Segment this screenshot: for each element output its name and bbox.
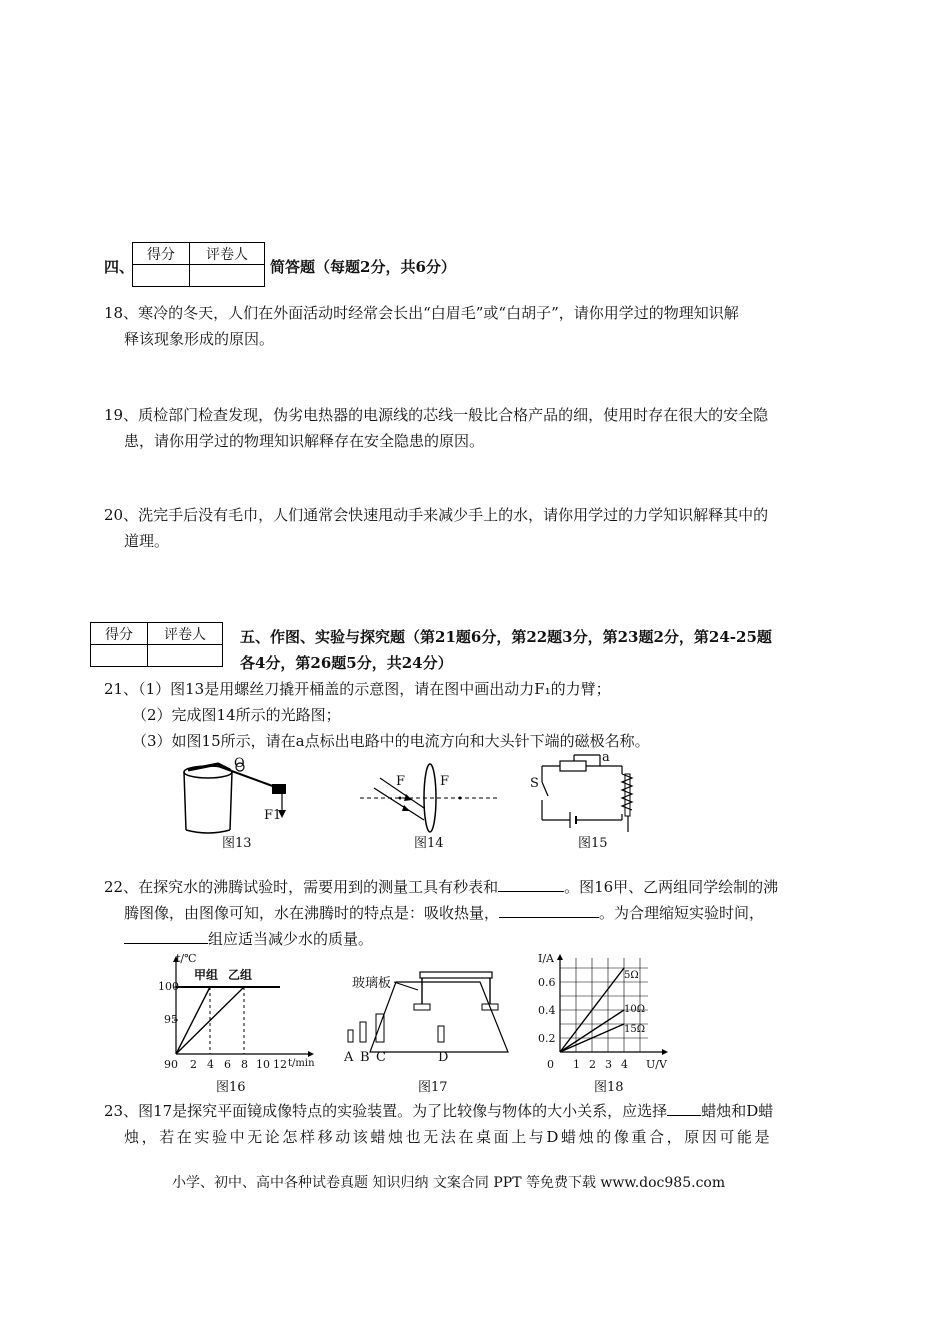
fig18-y-tick-0-4: 0.4 [538, 1004, 556, 1017]
score-table-section4 [132, 242, 265, 287]
fig16-y-tick-100: 100 [158, 980, 179, 993]
fig16-series-yi: 乙组 [228, 968, 253, 982]
fig18-resistor-5: 5Ω [624, 970, 639, 981]
q19-line2: 患，请你用学过的物理知识解释存在安全隐患的原因。 [124, 432, 485, 450]
fig16-x-tick-12: 12 [273, 1058, 287, 1071]
fig13-label-f1: F1 [264, 808, 282, 823]
fig16-x-tick-6: 6 [224, 1058, 231, 1071]
section4-number: 四、 [104, 258, 135, 276]
fig18-resistor-15: 15Ω [624, 1024, 646, 1035]
fig18-x-tick-2: 2 [589, 1058, 596, 1071]
fig18-caption: 图18 [594, 1080, 624, 1095]
fig18-x-tick-1: 1 [573, 1058, 580, 1071]
fig15-label-s: S [530, 776, 539, 791]
q21-line2: （2）完成图14所示的光路图； [132, 706, 341, 724]
score-header: 得分 [133, 243, 190, 265]
fig14-label-f-left: F [396, 774, 406, 789]
q22-line1-a: 22、在探究水的沸腾试验时，需要用到的测量工具有秒表和 [104, 878, 499, 896]
grader-cell[interactable] [190, 265, 265, 287]
score-cell[interactable] [91, 645, 148, 667]
fig16-y-tick-90: 90 [164, 1058, 178, 1071]
grader-header: 评卷人 [190, 243, 265, 265]
q22-line1 [104, 874, 778, 900]
fig17-candle-c: C [376, 1050, 386, 1065]
q22-blank-1[interactable] [498, 875, 564, 892]
fig18-resistor-10: 10Ω [624, 1004, 646, 1015]
figure-14-lens [360, 758, 500, 838]
q22-line3 [124, 926, 373, 952]
q23-line1-b: 蜡烛和D蜡 [701, 1102, 774, 1120]
q22-line2 [124, 900, 764, 926]
fig17-caption: 图17 [418, 1080, 448, 1095]
fig17-candle-b: B [360, 1050, 370, 1065]
q19-line1: 19、质检部门检查发现，伪劣电热器的电源线的芯线一般比合格产品的细，使用时存在很大的安全隐 [104, 406, 769, 424]
q21-line3: （3）如图15所示，请在a点标出电路中的电流方向和大头针下端的磁极名称。 [132, 732, 650, 750]
fig13-label-o: O [234, 756, 245, 771]
fig16-series-jia: 甲组 [194, 968, 219, 982]
fig18-x-tick-0: 0 [547, 1058, 554, 1071]
q18-line2: 释该现象形成的原因。 [124, 330, 275, 348]
fig15-label-a: a [602, 750, 610, 765]
fig18-x-label: U/V [646, 1058, 667, 1071]
grader-header: 评卷人 [148, 623, 223, 645]
fig18-x-tick-4: 4 [621, 1058, 628, 1071]
q20-line2: 道理。 [124, 532, 170, 550]
q22-line2-b: 。为合理缩短实验时间， [599, 904, 765, 922]
fig16-caption: 图16 [216, 1080, 246, 1095]
score-table-section5 [90, 622, 223, 667]
q18-line1: 18、寒冷的冬天，人们在外面活动时经常会长出“白眉毛”或“白胡子”，请你用学过的物理知识解 [104, 304, 739, 322]
page-footer: 小学、初中、高中各种试卷真题 知识归纳 文案合同 PPT 等免费下载 www.doc985.com [172, 1175, 726, 1191]
q23-line1-a: 23、图17是探究平面镜成像特点的实验装置。为了比较像与物体的大小关系，应选择 [104, 1102, 668, 1120]
figure-15-circuit [530, 752, 650, 836]
fig15-caption: 图15 [578, 836, 608, 851]
fig17-candle-a: A [344, 1050, 354, 1065]
fig14-label-f-right: F [440, 774, 450, 789]
q22-line3-b: 组应适当减少水的质量。 [208, 930, 374, 948]
grader-cell[interactable] [148, 645, 223, 667]
q23-line1 [104, 1098, 773, 1124]
fig17-candle-d: D [438, 1050, 449, 1065]
q21-line1: 21、（1）图13是用螺丝刀撬开桶盖的示意图，请在图中画出动力F₁的力臂； [104, 680, 611, 698]
fig16-y-tick-95: 95 [164, 1013, 178, 1026]
score-cell[interactable] [133, 265, 190, 287]
fig16-x-tick-4: 4 [207, 1058, 214, 1071]
fig16-x-tick-2: 2 [190, 1058, 197, 1071]
section4-title: 简答题（每题2分，共6分） [270, 258, 456, 276]
figure-18-iu-graph [536, 952, 674, 1060]
fig18-y-tick-0-6: 0.6 [538, 976, 556, 989]
fig16-x-label: t/min [288, 1058, 315, 1069]
fig17-glass-label: 玻璃板 [352, 976, 392, 991]
fig16-x-tick-10: 10 [256, 1058, 270, 1071]
q22-blank-3[interactable] [124, 927, 208, 944]
q23-blank-1[interactable] [667, 1099, 701, 1116]
section5-title-line1: 五、作图、实验与探究题（第21题6分，第22题3分，第23题2分，第24-25题 [240, 628, 772, 646]
score-header: 得分 [91, 623, 148, 645]
fig18-y-label: I/A [538, 952, 554, 965]
q22-line1-b: 。图16甲、乙两组同学绘制的沸 [564, 878, 779, 896]
q20-line1: 20、洗完手后没有毛巾，人们通常会快速甩动手来减少手上的水，请你用学过的力学知识解释其中的 [104, 506, 769, 524]
section5-title-line2: 各4分，第26题5分，共24分） [240, 654, 453, 672]
fig16-y-label: t/℃ [176, 952, 197, 965]
fig18-y-tick-0-2: 0.2 [538, 1032, 556, 1045]
q22-line2-a: 腾图像，由图像可知，水在沸腾时的特点是：吸收热量， [124, 904, 500, 922]
fig16-x-tick-8: 8 [241, 1058, 248, 1071]
q23-line2: 烛，若在实验中无论怎样移动该蜡烛也无法在桌面上与D蜡烛的像重合，原因可能是 [124, 1128, 773, 1146]
fig13-caption: 图13 [222, 836, 252, 851]
fig14-caption: 图14 [414, 836, 444, 851]
fig18-x-tick-3: 3 [605, 1058, 612, 1071]
q22-blank-2[interactable] [499, 901, 599, 918]
